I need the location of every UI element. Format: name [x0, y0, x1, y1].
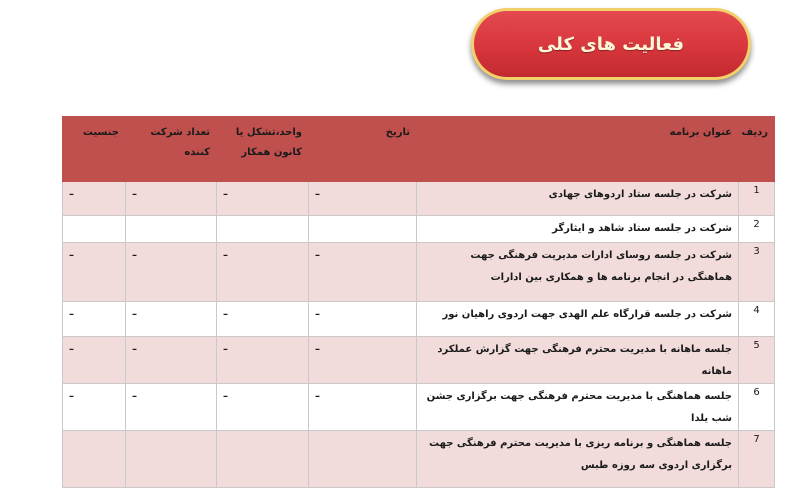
row-gender: –: [69, 344, 74, 355]
table-header-row: [63, 117, 775, 182]
row-gender: –: [69, 189, 74, 200]
title-banner: [471, 8, 751, 80]
row-number: 5: [739, 337, 775, 384]
page-title: فعالیت های کلی: [537, 33, 685, 55]
row-gender: –: [69, 250, 74, 261]
row-number: 2: [739, 216, 775, 243]
row-participants: –: [132, 250, 137, 261]
row-subject: شرکت در جلسه ستاد شاهد و ایثارگر: [417, 216, 739, 243]
row-date: –: [315, 309, 320, 320]
header-gender: جنسیت: [63, 117, 126, 182]
row-subject: شرکت در جلسه روسای ادارات مدیریت فرهنگی جهت هماهنگی در انجام برنامه ها و همکاری بین ادارات: [417, 243, 739, 302]
header-unit: واحد،تشکل یا کانون همکار: [217, 117, 309, 182]
row-participants: –: [132, 309, 137, 320]
header-date: تاریخ: [309, 117, 417, 182]
table-row: [63, 216, 775, 243]
row-subject: شرکت در جلسه قرارگاه علم الهدی جهت اردوی راهیان نور: [417, 302, 739, 337]
row-unit: –: [223, 391, 228, 402]
row-unit: –: [223, 250, 228, 261]
header-participants: تعداد شرکت کننده: [126, 117, 217, 182]
row-participants: –: [132, 391, 137, 402]
row-participants: –: [132, 189, 137, 200]
row-number: 4: [739, 302, 775, 337]
row-date: –: [315, 344, 320, 355]
activities-table: [62, 116, 775, 488]
row-date: –: [315, 391, 320, 402]
row-gender: –: [69, 391, 74, 402]
table-row: [63, 384, 775, 431]
row-number: 6: [739, 384, 775, 431]
row-subject: شرکت در جلسه ستاد اردوهای جهادی: [417, 182, 739, 216]
row-date: –: [315, 189, 320, 200]
row-subject: جلسه ماهانه با مدیریت محترم فرهنگی جهت گزارش عملکرد ماهانه: [417, 337, 739, 384]
table-row: [63, 431, 775, 488]
row-date: –: [315, 250, 320, 261]
header-subject: عنوان برنامه: [417, 117, 739, 182]
row-unit: –: [223, 189, 228, 200]
table-row: [63, 302, 775, 337]
row-number: 1: [739, 182, 775, 216]
table-row: [63, 243, 775, 302]
header-row-number: ردیف: [739, 117, 775, 182]
row-number: 3: [739, 243, 775, 302]
row-unit: –: [223, 309, 228, 320]
table-row: [63, 182, 775, 216]
row-unit: –: [223, 344, 228, 355]
table-row: [63, 337, 775, 384]
row-number: 7: [739, 431, 775, 488]
row-subject: جلسه هماهنگی و برنامه ریزی با مدیریت محترم فرهنگی جهت برگزاری اردوی سه روزه طبس: [417, 431, 739, 488]
row-subject: جلسه هماهنگی با مدیریت محترم فرهنگی جهت برگزاری جشن شب یلدا: [417, 384, 739, 431]
row-participants: –: [132, 344, 137, 355]
title-pill: [474, 11, 748, 77]
row-gender: –: [69, 309, 74, 320]
